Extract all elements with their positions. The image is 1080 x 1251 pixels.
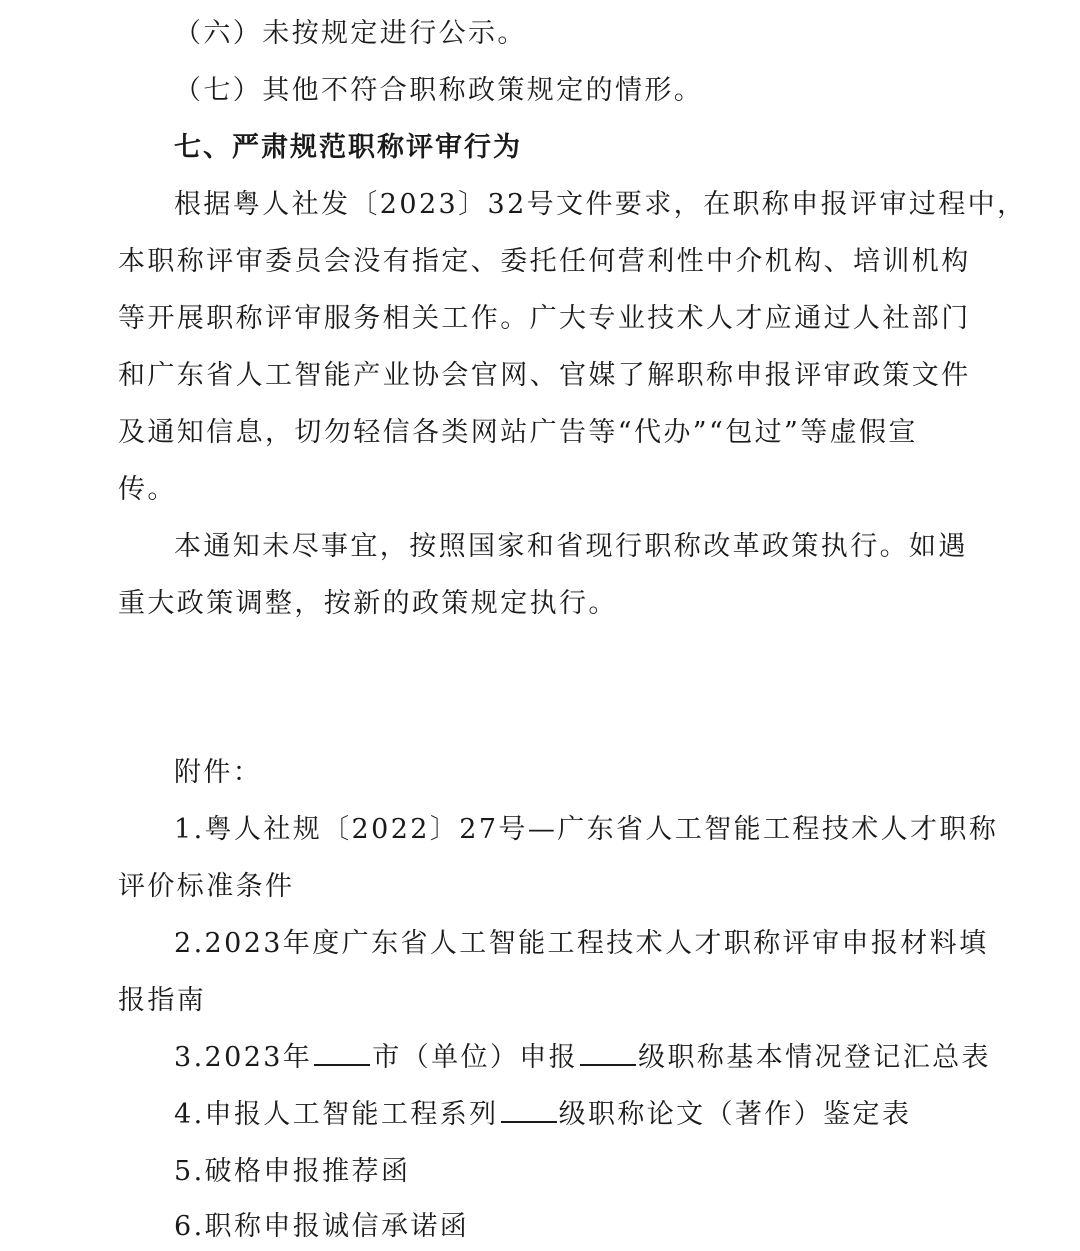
attachment-6: 6.职称申报诚信承诺函 — [174, 1211, 470, 1242]
attachment-2-line-2: 报指南 — [118, 985, 207, 1016]
section-7-para-line-2: 本职称评审委员会没有指定、委托任何营利性中介机构、培训机构 — [118, 246, 971, 277]
attachment-1-line-2: 评价标准条件 — [118, 871, 295, 902]
section-7-para-line-3: 等开展职称评审服务相关工作。广大专业技术人才应通过人社部门 — [118, 303, 971, 334]
attachment-3-part-1: 3.2023年 — [174, 1042, 313, 1073]
closing-line-2: 重大政策调整，按新的政策规定执行。 — [118, 588, 618, 619]
attachment-3-part-3: 级职称基本情况登记汇总表 — [638, 1042, 991, 1073]
section-7-heading: 七、严肃规范职称评审行为 — [174, 132, 522, 163]
attachment-3 — [174, 1041, 991, 1075]
attachment-4 — [174, 1098, 968, 1132]
fill-blank — [501, 1099, 557, 1123]
closing-line-1: 本通知未尽事宜，按照国家和省现行职称改革政策执行。如遇 — [174, 531, 968, 562]
fill-blank — [580, 1042, 636, 1066]
section-7-para-line-1: 根据粤人社发〔2023〕32号文件要求，在职称申报评审过程中， — [174, 189, 1027, 220]
section-7-para-line-6: 传。 — [118, 474, 177, 505]
fill-blank — [314, 1042, 370, 1066]
attachment-3-part-2: 市（单位）申报 — [372, 1042, 579, 1073]
attachment-5: 5.破格申报推荐函 — [174, 1156, 411, 1187]
item-7: （七）其他不符合职称政策规定的情形。 — [174, 75, 704, 106]
attachment-1-line-1: 1.粤人社规〔2022〕27号—广东省人工智能工程技术人才职称 — [174, 814, 999, 845]
section-7-para-line-5: 及通知信息，切勿轻信各类网站广告等“代办”“包过”等虚假宣 — [118, 417, 918, 448]
attachment-4-part-1: 4.申报人工智能工程系列 — [174, 1099, 499, 1130]
attachments-label: 附件： — [174, 757, 263, 788]
item-6: （六）未按规定进行公示。 — [174, 18, 527, 49]
section-7-para-line-4: 和广东省人工智能产业协会官网、官媒了解职称申报评审政策文件 — [118, 360, 971, 391]
attachment-2-line-1: 2.2023年度广东省人工智能工程技术人才职称评审申报材料填 — [174, 928, 989, 959]
attachment-4-part-2: 级职称论文（著作）鉴定表 — [558, 1099, 912, 1130]
